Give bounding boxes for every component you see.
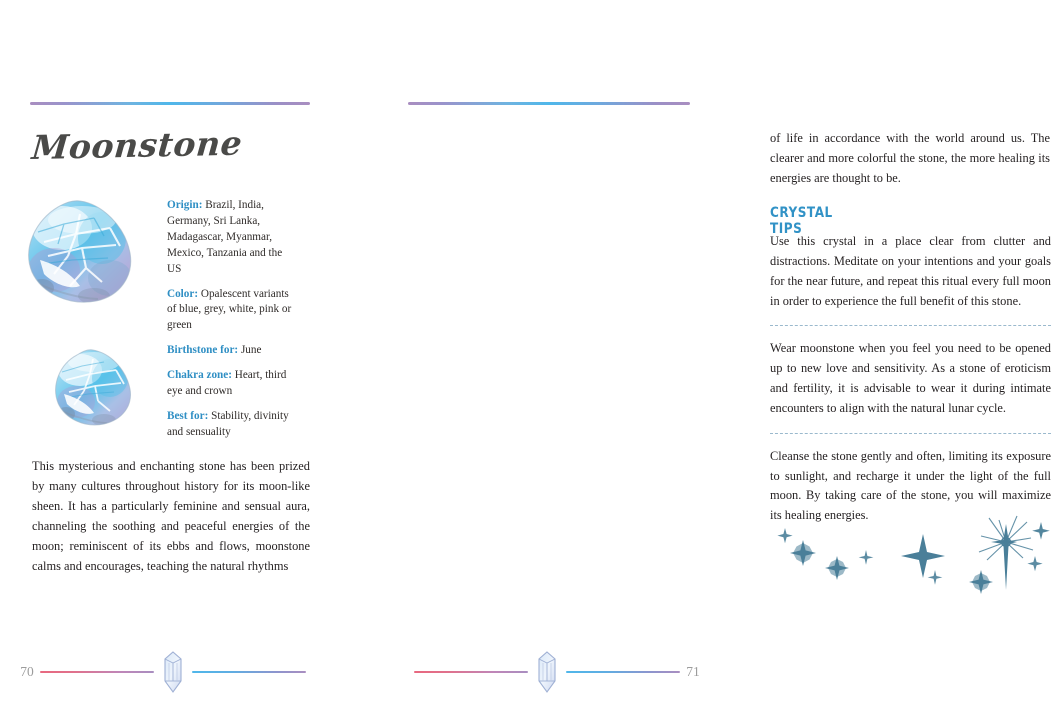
- left-page: [0, 0, 360, 720]
- crystal-point-icon: [534, 650, 560, 694]
- crystal-attributes-list: [167, 198, 299, 441]
- attribute-value: Heart, third eye and crown: [167, 369, 287, 398]
- footer-rule-pink: [414, 671, 528, 673]
- attribute-birthstone: [167, 343, 299, 359]
- page-number: 71: [686, 664, 700, 679]
- attribute-best-for: [167, 409, 299, 441]
- footer-rule-blue: [192, 671, 306, 673]
- page-title: Moonstone: [30, 123, 244, 167]
- attribute-value: Opalescent variants of blue, grey, white, pink or green: [167, 287, 292, 332]
- crystal-point-icon: [160, 650, 186, 694]
- attribute-value: Brazil, India, Germany, Sri Lanka, Madagascar, Myanmar, Mexico, Tanzania and the US: [167, 199, 283, 275]
- crystal-tips-heading: CRYSTAL TIPS: [770, 205, 833, 237]
- intro-text: of life in accordance with the world around us. The clearer and more colorful the stone, the more healing its energies are thought to be.: [770, 131, 1050, 186]
- attribute-value: June: [240, 344, 262, 357]
- attribute-color: [167, 287, 299, 335]
- footer-right: [360, 624, 720, 720]
- attribute-origin: [167, 198, 299, 278]
- moonstone-illustrations: [22, 198, 154, 440]
- crystal-tips-list: [770, 232, 1051, 526]
- attribute-value: Stability, divinity and sensuality: [167, 409, 289, 438]
- top-decorative-rule-right: [408, 102, 690, 105]
- tip-divider: [770, 325, 1051, 326]
- description-paragraph: This mysterious and enchanting stone has been prized by many cultures throughout history for its moon-like sheen. It has a particularly feminine and sensual aura, channeling the soothing and peaceful energies of the moon; reminiscent of its ebbs and flows, moonstone calms and encourages, teaching the natural rhythms: [32, 459, 310, 574]
- attribute-chakra: [167, 368, 299, 400]
- page-number: 70: [20, 664, 34, 679]
- footer-rule-blue: [566, 671, 680, 673]
- attribute-label: Origin:: [167, 199, 203, 211]
- tip-item: Wear moonstone when you feel you need to be opened up to new love and sensitivity. As a stone of eroticism and fertility, it is advisable to wear it during intimate encounters to align with the natural lunar cycle.: [770, 341, 1051, 415]
- attribute-label: Chakra zone:: [167, 369, 232, 382]
- intro-paragraph-continued: [770, 128, 1050, 188]
- attribute-label: Birthstone for:: [167, 344, 239, 357]
- moonstone-gem-small: [52, 348, 134, 428]
- attribute-label: Best for:: [167, 409, 209, 422]
- footer-left: [0, 624, 360, 720]
- right-page: [360, 0, 1051, 720]
- moonstone-gem-large: [24, 198, 136, 306]
- footer-rule-pink: [40, 671, 154, 673]
- tip-item: Cleanse the stone gently and often, limiting its exposure to sunlight, and recharge it under the light of the full moon. By taking care of the stone, you will maximize its healing energies.: [770, 448, 1051, 523]
- attribute-label: Color:: [167, 287, 199, 300]
- star-sparkle-cluster: [765, 512, 1055, 597]
- top-decorative-rule-left: [30, 102, 310, 105]
- tip-divider: [770, 433, 1051, 434]
- tip-item: Use this crystal in a place clear from clutter and distractions. Meditate on your intentions and your goals for the near future, and repeat this ritual every full moon in order to experience the full benefit of this stone.: [770, 234, 1051, 308]
